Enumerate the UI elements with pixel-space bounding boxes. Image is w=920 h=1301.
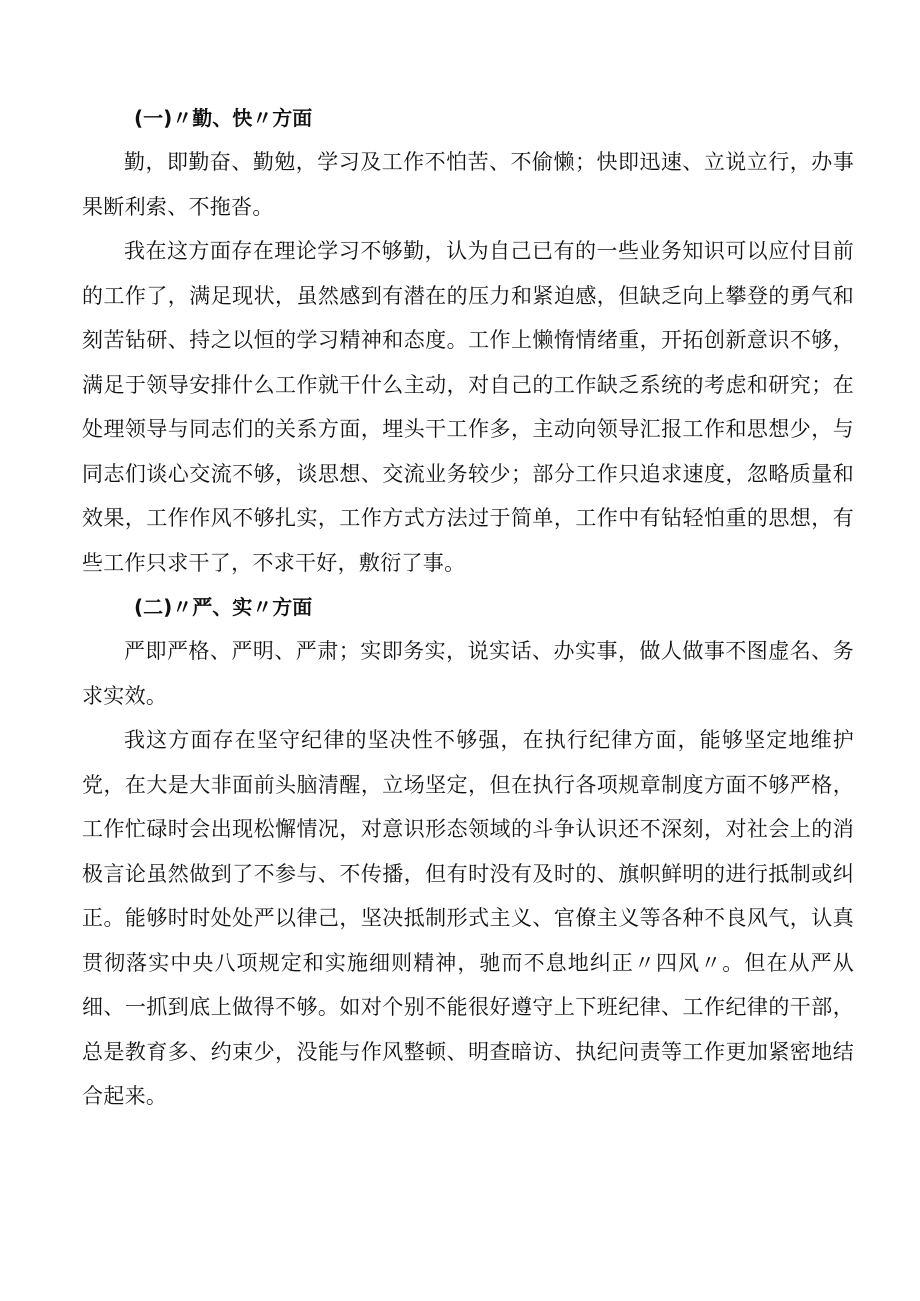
section-heading-2: (二)〃严、实〃方面	[134, 595, 313, 619]
paragraph-self-review-2: 我这方面存在坚守纪律的坚决性不够强，在执行纪律方面，能够坚定地维护党，在大是大非面前头脑清醒，立场坚定，但在执行各项规章制度方面不够严格，工作忙碌时会出现松懈情况，对意识形态领域的斗争认识还不深刻，对社会上的消极言论虽然做到了不参与、不传播，但有时没有及时的、旗帜鲜明的进行抵制或纠正。能够时时处处严以律己，坚决抵制形式主义、官僚主义等各种不良风气，认真贯彻落实中央八项规定和实施细则精神，驰而不息地纠正〃四风〃。但在从严从细、一抓到底上做得不够。如对个别不能很好遵守上下班纪律、工作纪律的干部，总是教育多、约束少，没能与作风整顿、明查暗访、执纪问责等工作更加紧密地结合起来。	[82, 728, 854, 1108]
section-heading-1: (一)〃勤、快〃方面	[134, 106, 313, 130]
paragraph-definition-2: 严即严格、严明、严肃；实即务实，说实话、办实事，做人做事不图虚名、务求实效。	[82, 639, 854, 708]
document-body	[82, 96, 854, 1119]
paragraph-definition-1: 勤，即勤奋、勤勉，学习及工作不怕苦、不偷懒；快即迅速、立说立行，办事果断利索、不拖沓。	[82, 150, 854, 219]
paragraph-self-review-1: 我在这方面存在理论学习不够勤，认为自己已有的一些业务知识可以应付目前的工作了，满足现状，虽然感到有潜在的压力和紧迫感，但缺乏向上攀登的勇气和刻苦钻研、持之以恒的学习精神和态度。工作上懒惰情绪重，开拓创新意识不够，满足于领导安排什么工作就干什么主动，对自己的工作缺乏系统的考虑和研究；在处理领导与同志们的关系方面，埋头干工作多，主动向领导汇报工作和思想少，与同志们谈心交流不够，谈思想、交流业务较少；部分工作只追求速度，忽略质量和效果，工作作风不够扎实，工作方式方法过于简单，工作中有钻轻怕重的思想，有些工作只求干了，不求干好，敷衍了事。	[82, 239, 854, 575]
